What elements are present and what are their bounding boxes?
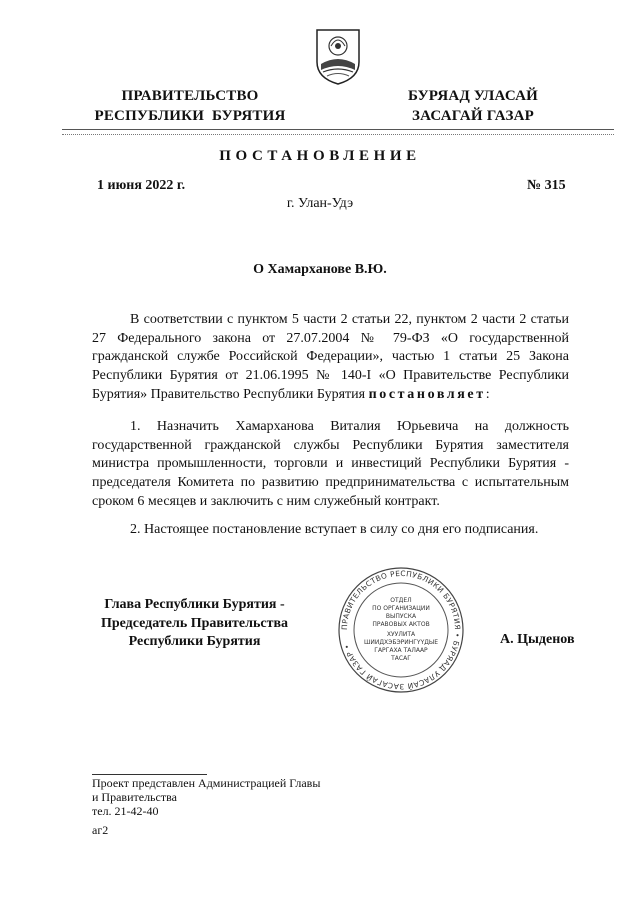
signatory-title-line3: Республики Бурятия: [128, 634, 261, 649]
stamp-line-6: ШИИДХЭБЭРИНГҮҮДЫЕ: [363, 639, 439, 646]
header-government-bua: [398, 86, 548, 126]
svg-text:ПРАВИТЕЛЬСТВО РЕСПУБЛИКИ БУРЯТ: [340, 569, 462, 691]
body-paragraph-preamble: [92, 311, 569, 405]
document-type: ПОСТАНОВЛЕНИЕ: [219, 148, 421, 164]
signatory-name: А. Цыденов: [500, 632, 575, 647]
document-city: г. Улан-Удэ: [286, 196, 354, 211]
footer-phone: тел. 21-42-40: [92, 804, 159, 818]
header-left-line1: ПРАВИТЕЛЬСТВО: [121, 88, 259, 104]
header-divider-dotted: [62, 134, 614, 135]
signatory-title: [92, 596, 297, 652]
stamp-line-1: ОТДЕЛ: [390, 597, 412, 604]
stamp-line-2: ПО ОРГАНИЗАЦИИ: [372, 605, 430, 612]
footer-line1: Проект представлен Администрацией Главы: [92, 776, 321, 790]
header-left-line2: РЕСПУБЛИКИ БУРЯТИЯ: [94, 108, 286, 124]
footer-note: [92, 776, 320, 818]
stamp-line-3: ВЫПУСКА: [385, 613, 417, 620]
body-paragraph-2: 2. Настоящее постановление вступает в силу со дня его подписания.: [130, 522, 539, 537]
stamp-line-5: ХУУЛИТА: [386, 631, 416, 638]
document-date: 1 июня 2022 г.: [97, 178, 186, 193]
stamp-line-7: ГАРГАХА ТАЛААР: [374, 647, 428, 654]
footer-code: аг2: [92, 823, 109, 837]
header-right-line1: БУРЯАД УЛАСАЙ: [407, 88, 539, 104]
preamble-end: :: [485, 386, 490, 402]
preamble-text: В соответствии с пунктом 5 части 2 статьи 22, пунктом 2 части 2 статьи 27 Федерального закона от 27.07.2004 № 79-ФЗ «О государственной гражданской службе Российской Федерации», частью 1 статьи 25 Закона Республики Бурятия от 21.06.1995 № 140-I «О Правительстве Республики Бурятия» Правительство Республики Бурятия: [92, 312, 569, 402]
stamp-line-8: ТАСАГ: [391, 655, 411, 662]
preamble-keyword: постановляет: [368, 386, 486, 402]
round-seal-stamp: [336, 566, 466, 694]
footer-divider: [92, 774, 207, 775]
coat-of-arms-icon: [313, 24, 363, 86]
body-paragraph-1: 1. Назначить Хамарханова Виталия Юрьевича на должность государственной гражданской службы Республики Бурятия заместителя министра промышленности, торговли и инвестиций Республики Бурятия - председателя Комитета по развитию предпринимательства с испытательным сроком 6 месяцев и заключить с ним служебный контракт.: [92, 419, 569, 509]
document-number: № 315: [527, 178, 566, 193]
stamp-line-4: ПРАВОВЫХ АКТОВ: [372, 621, 430, 628]
stamp-ring-text: ПРАВИТЕЛЬСТВО РЕСПУБЛИКИ БУРЯТИЯ • БУРЯАД УЛАСАЙ ЗАСАГАЙ ГАЗАР •: [339, 568, 463, 692]
header-government-ru: [90, 86, 290, 126]
document-subject: О Хамарханове В.Ю.: [253, 262, 387, 277]
header-right-line2: ЗАСАГАЙ ГАЗАР: [412, 108, 534, 124]
footer-line2: и Правительства: [92, 790, 177, 804]
header-divider: [62, 129, 614, 130]
signatory-title-line2: Председатель Правительства: [100, 615, 289, 631]
signatory-title-line1: Глава Республики Бурятия -: [104, 597, 285, 612]
